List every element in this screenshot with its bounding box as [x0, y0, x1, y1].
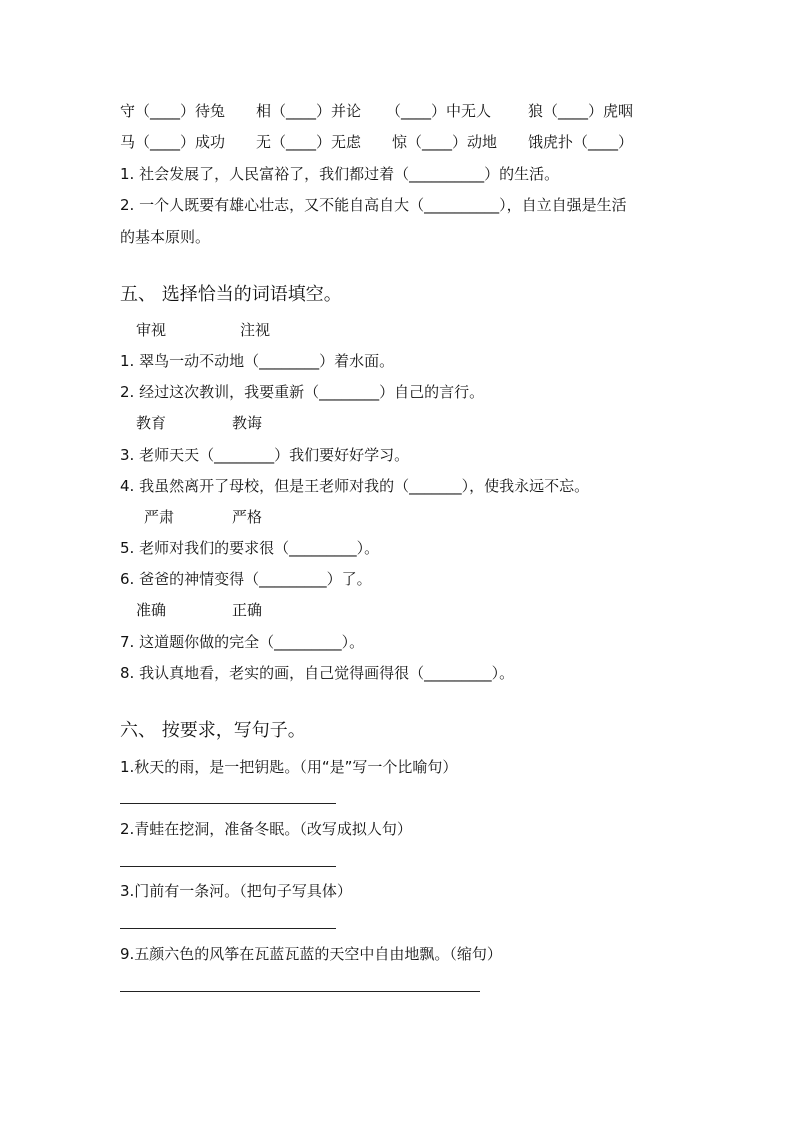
section-5-title: 五、 选择恰当的词语填空。 [120, 284, 342, 305]
question-item: 8. 我认真地看，老实的画，自己觉得画得很（_________）。 [120, 664, 515, 682]
fill-sentence: 2. 一个人既要有雄心壮志，又不能自高自大（__________），自立自强是生活 [120, 196, 627, 214]
question-item: 4. 我虽然离开了母校，但是王老师对我的（_______），使我永远不忘。 [120, 477, 590, 495]
answer-line [120, 866, 336, 867]
idiom-item: 守（____）待兔 [120, 102, 226, 120]
answer-line [120, 928, 336, 929]
idiom-item: 相（____）并论 [256, 102, 362, 120]
word-option: 审视 [136, 321, 167, 339]
word-option: 教育 [136, 414, 167, 432]
question-item: 7. 这道题你做的完全（_________）。 [120, 633, 365, 651]
question-item: 1. 翠鸟一动不动地（________）着水面。 [120, 352, 395, 370]
idiom-item: 无（____）无虑 [256, 133, 362, 151]
idiom-item: 惊（____）动地 [392, 133, 498, 151]
question-item: 5. 老师对我们的要求很（_________）。 [120, 539, 380, 557]
word-option: 严格 [232, 508, 263, 526]
fill-sentence: 1. 社会发展了，人民富裕了，我们都过着（__________）的生活。 [120, 165, 560, 183]
idiom-item: 狼（____）虎咽 [528, 102, 634, 120]
rewrite-item: 9.五颜六色的风筝在瓦蓝瓦蓝的天空中自由地飘。（缩句） [120, 945, 502, 963]
rewrite-item: 2.青蛙在挖洞，准备冬眠。（改写成拟人句） [120, 820, 412, 838]
idiom-item: （____）中无人 [386, 102, 492, 120]
idiom-item: 饿虎扑（____） [528, 133, 634, 151]
word-option: 教诲 [232, 414, 263, 432]
idiom-item: 马（____）成功 [120, 133, 226, 151]
question-item: 6. 爸爸的神情变得（_________）了。 [120, 570, 372, 588]
section-6-title: 六、 按要求，写句子。 [120, 720, 306, 741]
fill-sentence-continuation: 的基本原则。 [120, 228, 211, 246]
word-option: 严肃 [144, 508, 175, 526]
rewrite-item: 3.门前有一条河。（把句子写具体） [120, 882, 352, 900]
word-option: 正确 [232, 601, 263, 619]
word-option: 注视 [240, 321, 271, 339]
rewrite-item: 1.秋天的雨，是一把钥匙。（用“是”写一个比喻句） [120, 758, 458, 776]
answer-line [120, 991, 480, 992]
question-item: 3. 老师天天（________）我们要好好学习。 [120, 446, 410, 464]
word-option: 准确 [136, 601, 167, 619]
question-item: 2. 经过这次教训，我要重新（________）自己的言行。 [120, 383, 485, 401]
answer-line [120, 803, 336, 804]
